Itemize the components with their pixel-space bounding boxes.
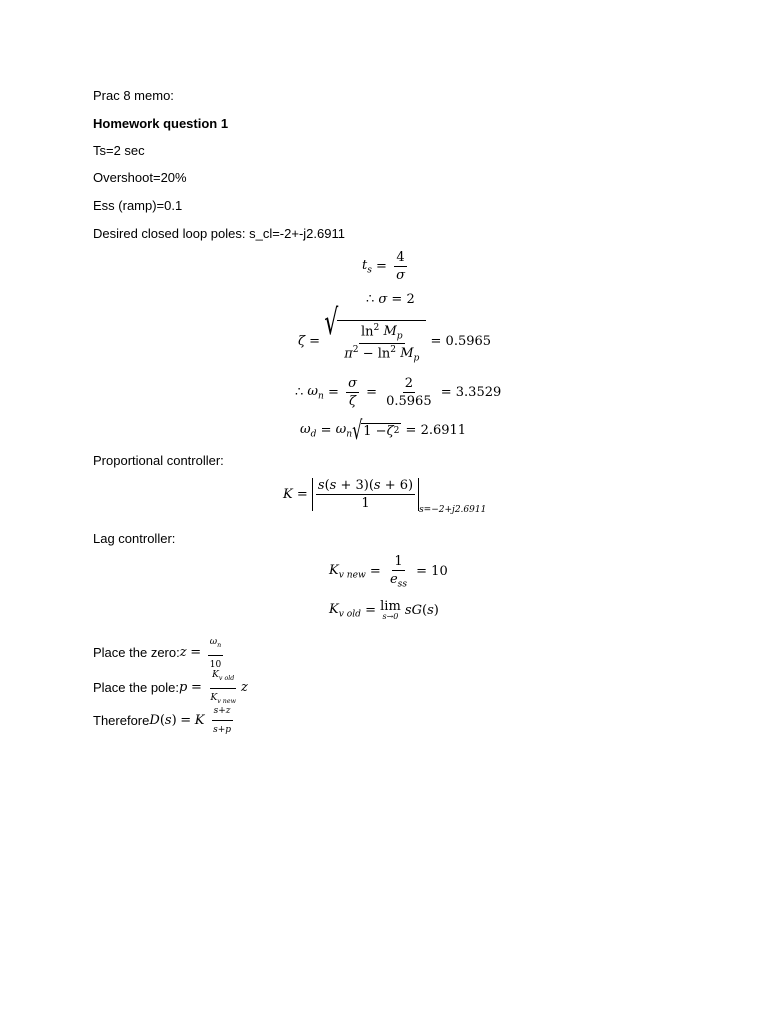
equation-kvnew: $K_{v new}$ = $\frac{1}{e_{ss}}$ = 10 xyxy=(329,554,448,590)
therefore-line: Therefore D ( s ) = K $\frac{s+z}{s+p}$ xyxy=(93,703,236,738)
given-ts: Ts=2 sec xyxy=(93,143,145,158)
equation-k: K = $\frac{s(s + 3)(s + 6)}{1}$ s=−2+j2.6911 xyxy=(283,478,487,515)
label-place-pole: Place the pole: xyxy=(93,680,180,696)
equation-wn: ∴ $\omega_n$ = $\frac{\sigma}{\zeta}$ = $\frac{2}{0.5965}$ = 3.3529 xyxy=(295,376,502,409)
label-proportional: Proportional controller: xyxy=(93,453,224,468)
equation-sigma: ∴ σ = 2 xyxy=(366,292,415,307)
place-zero-line: Place the zero: z = $\frac{\omega_n}{10}$ xyxy=(93,634,226,673)
kvnew-value: 10 xyxy=(431,564,448,580)
given-overshoot: Overshoot=20% xyxy=(93,170,187,185)
wn-value: 3.3529 xyxy=(455,385,502,400)
given-poles: Desired closed loop poles: s_cl=-2+-j2.6911 xyxy=(93,226,345,241)
sigma-value: 2 xyxy=(406,292,415,307)
label-place-zero: Place the zero: xyxy=(93,645,180,661)
k-eval-point: s=−2+j2.6911 xyxy=(419,505,487,515)
wd-value: 2.6911 xyxy=(420,423,467,439)
equation-kvold: $K_{v old}$ = lim s→0 sG ( s ) xyxy=(329,599,439,621)
memo-heading: Prac 8 memo: xyxy=(93,88,174,103)
place-pole-line: Place the pole: p = $\frac{K_{v old}}{K_{v new}}$ z xyxy=(93,667,248,710)
label-therefore: Therefore xyxy=(93,712,150,728)
equation-wd: $\omega_d$ = $\omega_n$ √ 1 − ζ 2 = 2.6911 xyxy=(300,414,467,446)
given-ess: Ess (ramp)=0.1 xyxy=(93,198,183,213)
label-lag: Lag controller: xyxy=(93,531,176,546)
equation-zeta: ζ = √ $\frac{\ln^2 M_p}{\pi^2 - \ln^2 M_p}$ = 0.5965 xyxy=(298,303,492,364)
equation-ts: $t_s$ = $\frac{4}{\sigma}$ xyxy=(362,250,405,283)
zeta-value: 0.5965 xyxy=(445,334,492,350)
question-title: Homework question 1 xyxy=(93,116,229,131)
